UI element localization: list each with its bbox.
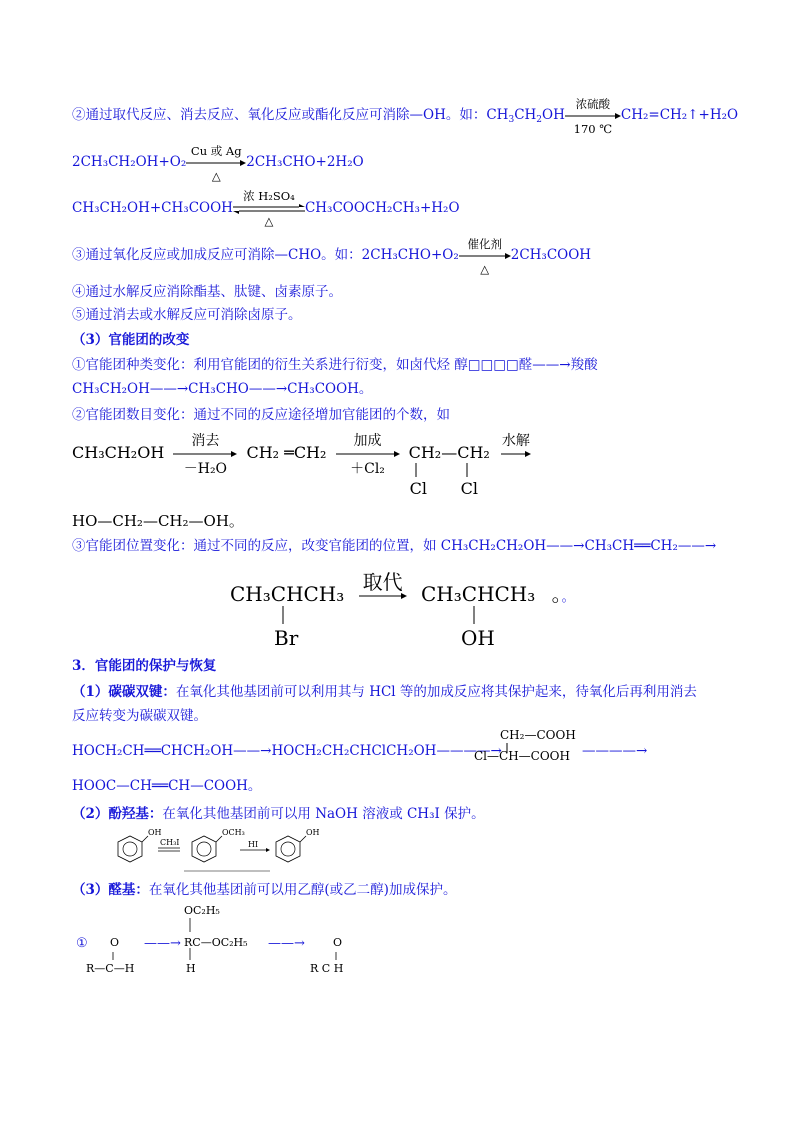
arrow-icon [501,450,531,458]
arrow-icon [459,252,511,260]
ethoxy-label: OC₂H₅ [184,904,220,917]
arrow-icon [173,450,237,458]
text-segment: ④通过水解反应消除酯基、肽键、卤素原子。 [72,284,342,300]
subscript: 2 [536,115,543,125]
reaction-arrow [186,143,246,183]
bromide [230,582,345,650]
double-bond-protection [72,683,697,701]
condition-above: 浓硫酸 [575,96,611,111]
bond-line [278,606,288,626]
aldehyde-formula: R C H [310,962,344,975]
dichloride-chain: CH₂—CH₂ [408,443,490,462]
acetal-formula: RC—OC₂H₅ [184,936,248,949]
bond-line [469,606,479,626]
subscript: 3 [508,115,515,125]
reaction-arrow [565,96,621,136]
bromine-label: Br [274,626,299,650]
product: 2CH₃COOH [510,247,592,263]
aldehyde-elimination-line [72,236,592,276]
halogen-line [72,306,302,324]
item-number: ① [76,936,88,951]
phenol-protection [72,805,485,823]
section-heading-3 [72,331,189,349]
bond-line [502,743,512,753]
heading-text: 3．官能团的保护与恢复 [72,658,217,674]
reagent-label: HI [248,840,259,849]
structure-top: CH₂—COOH [500,728,576,742]
subheading: （2）酚羟基： [72,806,163,822]
diol-product [72,510,244,531]
condition-above: 浓 H₂SO₄ [243,188,295,203]
reaction-arrow [173,432,237,477]
product: CH₂=CH₂↑+H₂O [620,107,739,123]
methoxy-label: OCH₃ [222,828,245,837]
structure-bottom: Cl—CH—COOH [474,749,570,763]
elimination-oh-line [72,96,739,136]
oxygen-label: O [333,936,343,949]
hydroxyl-label: OH [461,626,495,650]
alcohol [421,582,536,650]
condition-above: 消去 [191,432,220,449]
text-segment: 在氧化其他基团前可以用 NaOH 溶液或 CH₃I 保护。 [162,806,485,822]
reaction-arrow [459,236,511,276]
condition-above: 加成 [353,432,382,449]
number-change-line [72,406,450,424]
text-segment: OH [542,107,565,123]
arrow-text: ——→ [268,936,305,951]
hydrogen-label: H [186,962,196,975]
text-segment: CH [514,107,537,123]
product: 2CH₃CHO+2H₂O [246,154,364,170]
product: HOOC—CH══CH—COOH。 [72,778,262,794]
aldehyde-formula: R—C—H [86,962,135,975]
chlorine-label: Cl [460,479,478,498]
hydroxyl-label: OH [306,828,320,837]
type-change-line [72,356,598,374]
aldehyde-protection [72,881,456,899]
acetal-scheme [72,902,472,982]
reaction-chain: HOCH₂CH══CHCH₂OH——→HOCH₂CH₂CHClCH₂OH————→ [72,743,502,759]
text-segment: CH₃CH₂OH——→CH₃CHO——→CH₃COOH。 [72,381,373,397]
condition-below: ＋Cl₂ [350,460,385,477]
double-bond-chain [72,742,502,760]
reactant: 2CH₃CH₂OH+O₂ [72,154,187,170]
text-segment: ⑤通过消去或水解反应可消除卤原子。 [72,307,302,323]
text-segment: 在氧化其他基团前可以利用其与 HCl 等的加成反应将其保护起来，待氧化后再利用消去 [175,684,697,700]
subheading: （1）碳碳双键： [72,684,176,700]
product: CH₃COOCH₂CH₃+H₂O [304,200,460,216]
text-segment: ③官能团位置变化：通过不同的反应，改变官能团的位置，如 CH₃CH₂CH₂OH——→CH₃CH══CH₂——→ [72,538,717,554]
condition-below: △ [211,168,221,183]
bromide-chain: CH₃CHCH₃ [230,582,345,606]
chlorine-label: Cl [409,479,427,498]
oxidation-line [72,143,364,183]
text-segment: ②通过取代反应、消去反应、氧化反应或酯化反应可消除—OH。如：CH [72,107,509,123]
benzene-rings [100,826,340,876]
condition-below: 170 ℃ [573,121,613,136]
arrow-icon [565,112,621,120]
text-segment: ③通过氧化反应或加成反应可消除—CHO。如：2CH₃CHO+O₂ [72,247,459,263]
arrow-icon [186,159,246,167]
reaction-arrow [501,432,531,458]
subheading: （3）醛基： [72,882,149,898]
reaction-arrow [359,569,407,600]
condition-below: △ [264,213,274,228]
hydroxyl-label: OH [148,828,162,837]
diol-synthesis-scheme [72,432,531,498]
phenol-scheme [100,826,340,876]
section-heading-protection [72,657,216,675]
chain-arrow [582,742,647,760]
product: HO—CH₂—CH₂—OH。 [72,512,244,530]
arrow-text: ——→ [144,936,181,951]
condition-above: Cu 或 Ag [190,143,242,158]
condition-above: 水解 [501,432,530,449]
chlorosuccinic-acid [474,728,576,763]
reaction-arrow [336,432,400,477]
condition-below: －H₂O [183,460,228,477]
hydrolysis-line [72,283,342,301]
double-bond-protection-cont [72,707,207,725]
dichloride [408,443,490,498]
oxygen-label: O [110,936,120,949]
heading-text: （3）官能团的改变 [72,332,190,348]
position-change-line [72,537,716,555]
reversible-arrow [233,188,305,228]
reactant: CH₃CH₂OH+CH₃COOH [72,200,233,216]
text-segment: ②官能团数目变化：通过不同的反应途径增加官能团的个数，如 [72,407,450,423]
condition-above: 催化剂 [467,236,502,251]
reactant: CH₃CH₂OH [72,443,165,462]
period: 。 [561,590,575,605]
final-product [72,777,261,795]
type-change-example [72,380,372,398]
arrow-icon [336,450,400,458]
esterification-line [72,188,460,228]
alcohol-chain: CH₃CHCH₃ [421,582,536,606]
period: 。 [551,582,562,606]
text-segment: 反应转变为碳碳双键。 [72,708,207,724]
substitution-scheme [230,569,575,650]
text-segment: 在氧化其他基团前可以用乙醇(或乙二醇)加成保护。 [148,882,457,898]
arrow-text: ————→ [582,743,648,759]
condition-below: △ [480,261,490,276]
reagent-label: CH₃I [160,838,180,847]
text-segment: ①官能团种类变化：利用官能团的衍生关系进行衍变，如卤代烃 醇□□□□醛——→羧酸 [72,357,598,373]
condition-above: 取代 [362,569,403,594]
intermediate: CH₂ ═CH₂ [246,443,327,462]
